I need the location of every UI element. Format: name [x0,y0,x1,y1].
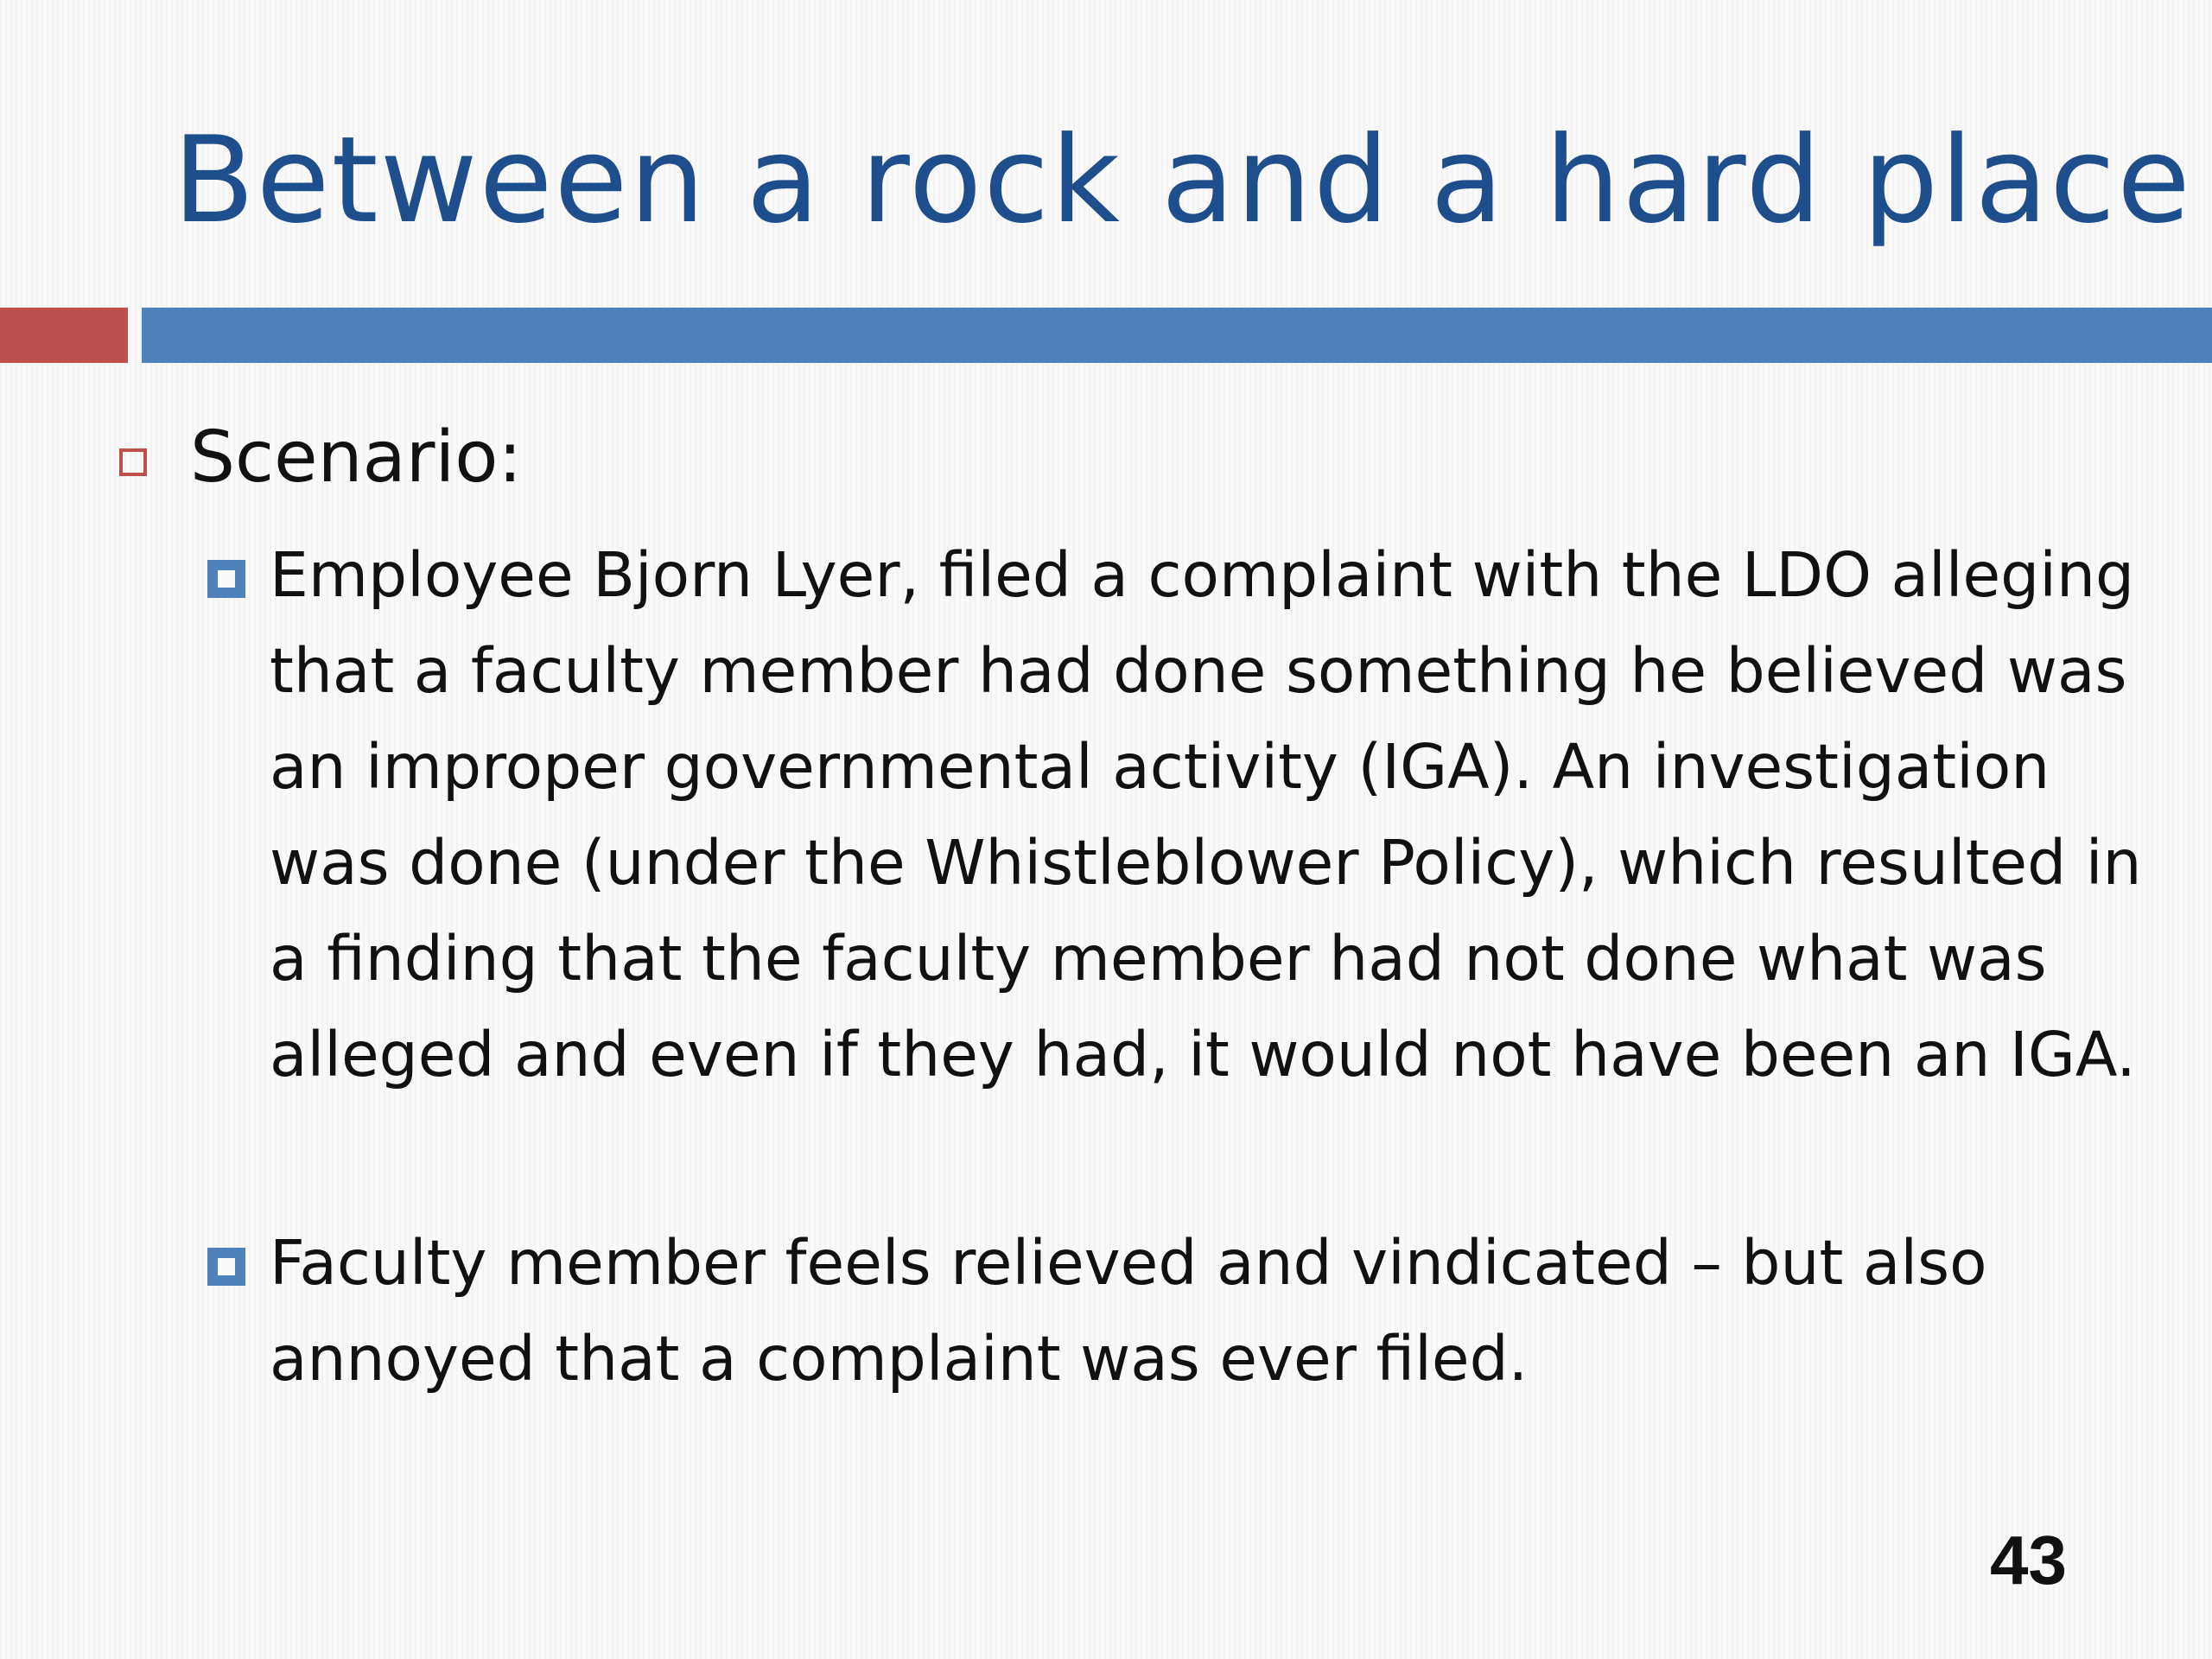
bullet-level2-item [207,1215,2145,1407]
filled-square-bullet-icon [207,560,245,598]
page-number: 43 [1990,1522,2067,1599]
slide-title: Between a rock and a hard place [173,111,2192,250]
accent-bar-red [0,308,128,363]
hollow-square-bullet-icon [119,448,147,476]
bullet-level2-item [207,527,2145,1103]
accent-bar-blue [142,308,2212,363]
bullet-level1 [119,406,522,510]
scenario-heading: Scenario: [190,416,523,499]
filled-square-bullet-icon [207,1248,245,1286]
bullet-text: Faculty member feels relieved and vindicated – but also annoyed that a complaint was ever filed. [270,1227,1987,1395]
bullet-text: Employee Bjorn Lyer, filed a complaint with the LDO alleging that a faculty member had done something he believed was an improper governmental activity (IGA). An investigation was done (under the Whistleblower Policy), which resulted in a finding that the faculty member had not done what was alleged and even if they had, it would not have been an IGA. [270,539,2142,1090]
